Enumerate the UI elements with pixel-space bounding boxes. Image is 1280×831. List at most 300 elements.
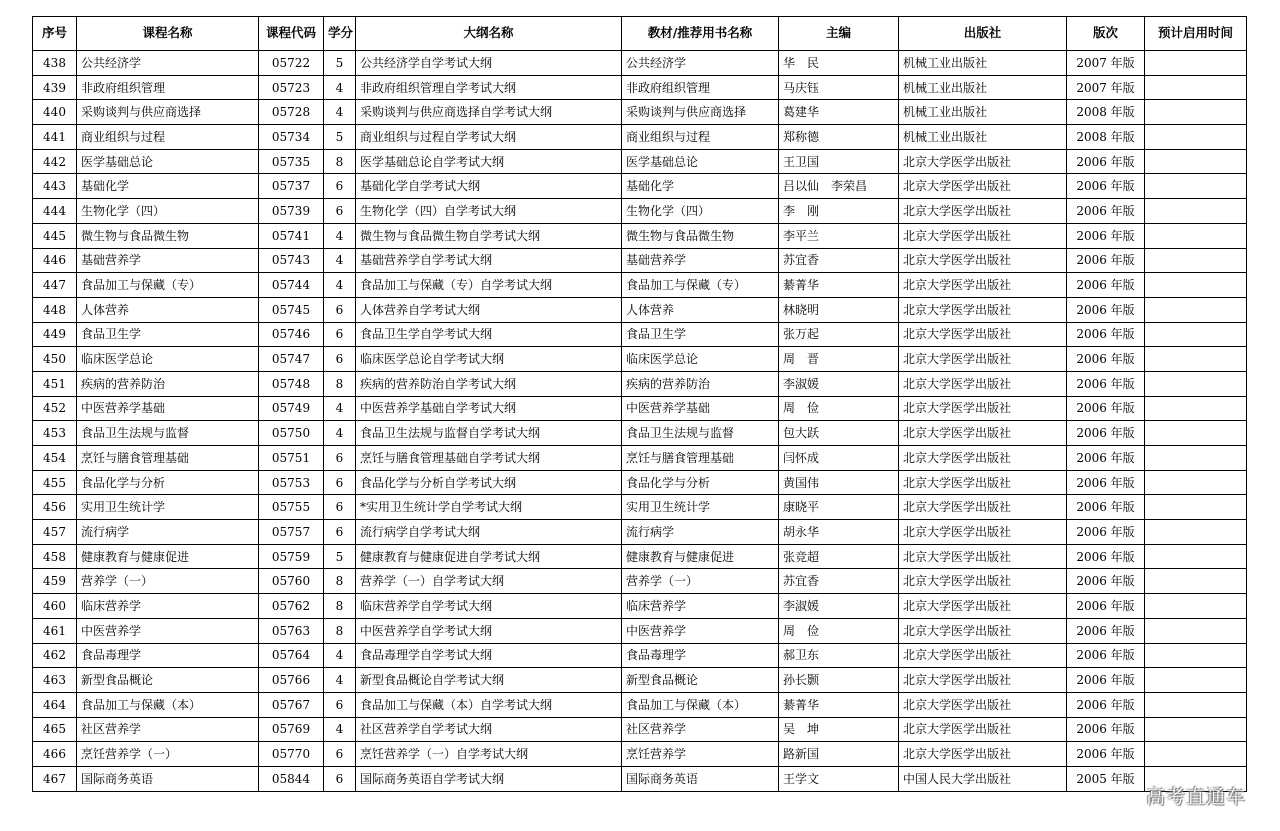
cell-start-time (1145, 75, 1247, 100)
cell-credits: 4 (324, 273, 356, 298)
cell-editor: 王学文 (779, 766, 899, 791)
table-row (33, 520, 1247, 545)
column-header: 大纲名称 (356, 17, 622, 51)
cell-editor: 路新国 (779, 742, 899, 767)
cell-publisher: 北京大学医学出版社 (899, 742, 1067, 767)
cell-course-name: 基础营养学 (77, 248, 259, 273)
cell-credits: 5 (324, 51, 356, 76)
table-row (33, 199, 1247, 224)
cell-serial: 459 (33, 569, 77, 594)
column-header: 主编 (779, 17, 899, 51)
table-row (33, 273, 1247, 298)
cell-course-code: 05753 (259, 470, 324, 495)
cell-editor: 綦菁华 (779, 692, 899, 717)
cell-syllabus-name: 烹饪与膳食管理基础自学考试大纲 (356, 446, 622, 471)
cell-publisher: 北京大学医学出版社 (899, 199, 1067, 224)
column-header: 课程名称 (77, 17, 259, 51)
cell-syllabus-name: 新型食品概论自学考试大纲 (356, 668, 622, 693)
cell-course-code: 05751 (259, 446, 324, 471)
cell-textbook-name: 采购谈判与供应商选择 (622, 100, 779, 125)
table-row (33, 569, 1247, 594)
cell-syllabus-name: 食品加工与保藏（专）自学考试大纲 (356, 273, 622, 298)
cell-editor: 华 民 (779, 51, 899, 76)
column-header: 预计启用时间 (1145, 17, 1247, 51)
cell-textbook-name: 烹饪与膳食管理基础 (622, 446, 779, 471)
cell-textbook-name: 食品化学与分析 (622, 470, 779, 495)
cell-editor: 孙长颢 (779, 668, 899, 693)
cell-edition: 2006 年版 (1067, 717, 1145, 742)
cell-edition: 2006 年版 (1067, 742, 1145, 767)
cell-course-code: 05763 (259, 618, 324, 643)
cell-course-name: 国际商务英语 (77, 766, 259, 791)
cell-course-name: 微生物与食品微生物 (77, 223, 259, 248)
cell-textbook-name: 生物化学（四） (622, 199, 779, 224)
cell-syllabus-name: 食品毒理学自学考试大纲 (356, 643, 622, 668)
cell-credits: 6 (324, 766, 356, 791)
cell-syllabus-name: 食品化学与分析自学考试大纲 (356, 470, 622, 495)
cell-serial: 451 (33, 371, 77, 396)
cell-course-name: 临床营养学 (77, 594, 259, 619)
cell-course-code: 05749 (259, 396, 324, 421)
cell-edition: 2006 年版 (1067, 273, 1145, 298)
cell-textbook-name: 公共经济学 (622, 51, 779, 76)
cell-textbook-name: 基础化学 (622, 174, 779, 199)
table-row (33, 223, 1247, 248)
cell-course-name: 食品化学与分析 (77, 470, 259, 495)
table-row (33, 643, 1247, 668)
cell-start-time (1145, 125, 1247, 150)
cell-course-code: 05769 (259, 717, 324, 742)
cell-publisher: 北京大学医学出版社 (899, 446, 1067, 471)
cell-credits: 6 (324, 520, 356, 545)
cell-textbook-name: 食品卫生法规与监督 (622, 421, 779, 446)
column-header: 课程代码 (259, 17, 324, 51)
cell-publisher: 机械工业出版社 (899, 125, 1067, 150)
cell-start-time (1145, 717, 1247, 742)
cell-course-name: 营养学（一） (77, 569, 259, 594)
cell-textbook-name: 基础营养学 (622, 248, 779, 273)
cell-credits: 6 (324, 495, 356, 520)
cell-publisher: 北京大学医学出版社 (899, 495, 1067, 520)
table-row (33, 594, 1247, 619)
cell-syllabus-name: 中医营养学基础自学考试大纲 (356, 396, 622, 421)
cell-publisher: 机械工业出版社 (899, 51, 1067, 76)
table-row (33, 766, 1247, 791)
cell-course-name: 新型食品概论 (77, 668, 259, 693)
cell-credits: 8 (324, 371, 356, 396)
cell-credits: 4 (324, 717, 356, 742)
cell-serial: 444 (33, 199, 77, 224)
cell-editor: 张竞超 (779, 544, 899, 569)
cell-credits: 6 (324, 297, 356, 322)
cell-edition: 2006 年版 (1067, 297, 1145, 322)
cell-start-time (1145, 199, 1247, 224)
cell-course-code: 05747 (259, 347, 324, 372)
cell-course-name: 社区营养学 (77, 717, 259, 742)
cell-syllabus-name: 临床医学总论自学考试大纲 (356, 347, 622, 372)
table-row (33, 618, 1247, 643)
cell-serial: 464 (33, 692, 77, 717)
cell-publisher: 北京大学医学出版社 (899, 371, 1067, 396)
cell-credits: 6 (324, 742, 356, 767)
cell-textbook-name: 中医营养学 (622, 618, 779, 643)
cell-edition: 2006 年版 (1067, 223, 1145, 248)
table-row (33, 297, 1247, 322)
cell-credits: 6 (324, 470, 356, 495)
table-row (33, 371, 1247, 396)
cell-publisher: 北京大学医学出版社 (899, 297, 1067, 322)
cell-textbook-name: 临床营养学 (622, 594, 779, 619)
cell-textbook-name: 微生物与食品微生物 (622, 223, 779, 248)
table-row (33, 742, 1247, 767)
cell-edition: 2006 年版 (1067, 470, 1145, 495)
cell-course-code: 05750 (259, 421, 324, 446)
column-header: 学分 (324, 17, 356, 51)
cell-syllabus-name: 基础营养学自学考试大纲 (356, 248, 622, 273)
cell-publisher: 机械工业出版社 (899, 100, 1067, 125)
cell-syllabus-name: 健康教育与健康促进自学考试大纲 (356, 544, 622, 569)
cell-credits: 8 (324, 594, 356, 619)
cell-editor: 苏宜香 (779, 569, 899, 594)
cell-course-name: 烹饪营养学（一） (77, 742, 259, 767)
cell-syllabus-name: 营养学（一）自学考试大纲 (356, 569, 622, 594)
cell-credits: 4 (324, 75, 356, 100)
cell-textbook-name: 烹饪营养学 (622, 742, 779, 767)
cell-course-name: 医学基础总论 (77, 149, 259, 174)
cell-course-name: 流行病学 (77, 520, 259, 545)
cell-course-code: 05722 (259, 51, 324, 76)
cell-syllabus-name: 食品加工与保藏（本）自学考试大纲 (356, 692, 622, 717)
cell-serial: 455 (33, 470, 77, 495)
cell-credits: 4 (324, 396, 356, 421)
cell-publisher: 北京大学医学出版社 (899, 223, 1067, 248)
cell-start-time (1145, 544, 1247, 569)
cell-credits: 5 (324, 125, 356, 150)
cell-edition: 2006 年版 (1067, 643, 1145, 668)
cell-serial: 462 (33, 643, 77, 668)
cell-start-time (1145, 569, 1247, 594)
cell-course-code: 05735 (259, 149, 324, 174)
cell-syllabus-name: 流行病学自学考试大纲 (356, 520, 622, 545)
cell-course-code: 05737 (259, 174, 324, 199)
cell-edition: 2007 年版 (1067, 51, 1145, 76)
cell-edition: 2007 年版 (1067, 75, 1145, 100)
cell-credits: 8 (324, 618, 356, 643)
cell-course-code: 05739 (259, 199, 324, 224)
cell-credits: 8 (324, 149, 356, 174)
cell-course-name: 食品加工与保藏（专） (77, 273, 259, 298)
cell-serial: 448 (33, 297, 77, 322)
cell-serial: 445 (33, 223, 77, 248)
cell-syllabus-name: *实用卫生统计学自学考试大纲 (356, 495, 622, 520)
table-row (33, 75, 1247, 100)
cell-course-name: 生物化学（四） (77, 199, 259, 224)
cell-textbook-name: 国际商务英语 (622, 766, 779, 791)
cell-serial: 467 (33, 766, 77, 791)
cell-edition: 2006 年版 (1067, 569, 1145, 594)
cell-course-name: 实用卫生统计学 (77, 495, 259, 520)
cell-editor: 包大跃 (779, 421, 899, 446)
cell-serial: 452 (33, 396, 77, 421)
cell-publisher: 北京大学医学出版社 (899, 618, 1067, 643)
table-row (33, 692, 1247, 717)
cell-edition: 2006 年版 (1067, 594, 1145, 619)
cell-edition: 2006 年版 (1067, 396, 1145, 421)
cell-start-time (1145, 618, 1247, 643)
table-row (33, 470, 1247, 495)
cell-serial: 446 (33, 248, 77, 273)
cell-textbook-name: 健康教育与健康促进 (622, 544, 779, 569)
cell-editor: 吕以仙 李荣昌 (779, 174, 899, 199)
table-row (33, 495, 1247, 520)
cell-publisher: 北京大学医学出版社 (899, 717, 1067, 742)
cell-course-name: 健康教育与健康促进 (77, 544, 259, 569)
cell-edition: 2006 年版 (1067, 668, 1145, 693)
cell-serial: 456 (33, 495, 77, 520)
cell-course-code: 05728 (259, 100, 324, 125)
cell-course-name: 人体营养 (77, 297, 259, 322)
cell-textbook-name: 食品加工与保藏（本） (622, 692, 779, 717)
cell-serial: 460 (33, 594, 77, 619)
cell-credits: 4 (324, 248, 356, 273)
cell-course-name: 临床医学总论 (77, 347, 259, 372)
cell-editor: 周 晋 (779, 347, 899, 372)
table-row (33, 125, 1247, 150)
cell-start-time (1145, 248, 1247, 273)
column-header: 教材/推荐用书名称 (622, 17, 779, 51)
cell-editor: 胡永华 (779, 520, 899, 545)
cell-course-code: 05757 (259, 520, 324, 545)
cell-publisher: 北京大学医学出版社 (899, 692, 1067, 717)
cell-course-code: 05770 (259, 742, 324, 767)
cell-editor: 康晓平 (779, 495, 899, 520)
cell-syllabus-name: 疾病的营养防治自学考试大纲 (356, 371, 622, 396)
cell-edition: 2006 年版 (1067, 149, 1145, 174)
cell-credits: 6 (324, 692, 356, 717)
cell-textbook-name: 非政府组织管理 (622, 75, 779, 100)
cell-start-time (1145, 668, 1247, 693)
cell-syllabus-name: 基础化学自学考试大纲 (356, 174, 622, 199)
cell-course-code: 05723 (259, 75, 324, 100)
cell-course-code: 05743 (259, 248, 324, 273)
cell-start-time (1145, 742, 1247, 767)
table-body (33, 51, 1247, 792)
cell-syllabus-name: 社区营养学自学考试大纲 (356, 717, 622, 742)
cell-serial: 463 (33, 668, 77, 693)
cell-editor: 李 刚 (779, 199, 899, 224)
cell-credits: 6 (324, 199, 356, 224)
cell-course-name: 商业组织与过程 (77, 125, 259, 150)
cell-serial: 466 (33, 742, 77, 767)
cell-textbook-name: 营养学（一） (622, 569, 779, 594)
cell-syllabus-name: 食品卫生法规与监督自学考试大纲 (356, 421, 622, 446)
cell-start-time (1145, 297, 1247, 322)
cell-start-time (1145, 643, 1247, 668)
cell-course-name: 中医营养学 (77, 618, 259, 643)
cell-edition: 2006 年版 (1067, 174, 1145, 199)
cell-serial: 449 (33, 322, 77, 347)
cell-editor: 李淑媛 (779, 594, 899, 619)
cell-edition: 2006 年版 (1067, 520, 1145, 545)
cell-editor: 黄国伟 (779, 470, 899, 495)
cell-start-time (1145, 223, 1247, 248)
cell-edition: 2008 年版 (1067, 100, 1145, 125)
cell-course-name: 疾病的营养防治 (77, 371, 259, 396)
cell-course-name: 采购谈判与供应商选择 (77, 100, 259, 125)
cell-publisher: 北京大学医学出版社 (899, 347, 1067, 372)
table-row (33, 100, 1247, 125)
cell-start-time (1145, 396, 1247, 421)
table-row (33, 248, 1247, 273)
cell-textbook-name: 食品卫生学 (622, 322, 779, 347)
cell-editor: 林晓明 (779, 297, 899, 322)
cell-publisher: 中国人民大学出版社 (899, 766, 1067, 791)
cell-publisher: 北京大学医学出版社 (899, 569, 1067, 594)
cell-syllabus-name: 医学基础总论自学考试大纲 (356, 149, 622, 174)
cell-serial: 439 (33, 75, 77, 100)
cell-publisher: 北京大学医学出版社 (899, 396, 1067, 421)
cell-start-time (1145, 446, 1247, 471)
cell-start-time (1145, 371, 1247, 396)
cell-syllabus-name: 生物化学（四）自学考试大纲 (356, 199, 622, 224)
cell-course-name: 非政府组织管理 (77, 75, 259, 100)
cell-start-time (1145, 273, 1247, 298)
cell-course-name: 食品卫生法规与监督 (77, 421, 259, 446)
cell-syllabus-name: 公共经济学自学考试大纲 (356, 51, 622, 76)
cell-editor: 张万起 (779, 322, 899, 347)
cell-course-code: 05741 (259, 223, 324, 248)
table-row (33, 446, 1247, 471)
cell-credits: 4 (324, 100, 356, 125)
cell-textbook-name: 人体营养 (622, 297, 779, 322)
cell-publisher: 北京大学医学出版社 (899, 520, 1067, 545)
cell-course-name: 食品加工与保藏（本） (77, 692, 259, 717)
cell-editor: 苏宜香 (779, 248, 899, 273)
cell-syllabus-name: 临床营养学自学考试大纲 (356, 594, 622, 619)
cell-course-name: 烹饪与膳食管理基础 (77, 446, 259, 471)
cell-course-code: 05764 (259, 643, 324, 668)
cell-textbook-name: 实用卫生统计学 (622, 495, 779, 520)
cell-edition: 2006 年版 (1067, 495, 1145, 520)
cell-syllabus-name: 微生物与食品微生物自学考试大纲 (356, 223, 622, 248)
cell-edition: 2006 年版 (1067, 322, 1145, 347)
cell-serial: 447 (33, 273, 77, 298)
cell-editor: 王卫国 (779, 149, 899, 174)
cell-course-code: 05766 (259, 668, 324, 693)
cell-course-name: 基础化学 (77, 174, 259, 199)
cell-course-code: 05767 (259, 692, 324, 717)
cell-start-time (1145, 347, 1247, 372)
cell-course-code: 05745 (259, 297, 324, 322)
table-row (33, 717, 1247, 742)
cell-edition: 2006 年版 (1067, 421, 1145, 446)
cell-start-time (1145, 470, 1247, 495)
cell-serial: 458 (33, 544, 77, 569)
cell-textbook-name: 疾病的营养防治 (622, 371, 779, 396)
cell-editor: 马庆钰 (779, 75, 899, 100)
cell-credits: 4 (324, 223, 356, 248)
cell-serial: 440 (33, 100, 77, 125)
table-row (33, 347, 1247, 372)
watermark-logo: 高考直通车 (1145, 786, 1246, 808)
cell-textbook-name: 医学基础总论 (622, 149, 779, 174)
cell-course-code: 05760 (259, 569, 324, 594)
cell-editor: 葛建华 (779, 100, 899, 125)
cell-syllabus-name: 商业组织与过程自学考试大纲 (356, 125, 622, 150)
course-table (32, 16, 1247, 792)
cell-syllabus-name: 人体营养自学考试大纲 (356, 297, 622, 322)
cell-editor: 綦菁华 (779, 273, 899, 298)
cell-editor: 李平兰 (779, 223, 899, 248)
cell-textbook-name: 社区营养学 (622, 717, 779, 742)
cell-start-time (1145, 100, 1247, 125)
cell-publisher: 北京大学医学出版社 (899, 322, 1067, 347)
cell-editor: 李淑媛 (779, 371, 899, 396)
cell-publisher: 北京大学医学出版社 (899, 248, 1067, 273)
cell-start-time (1145, 520, 1247, 545)
cell-publisher: 北京大学医学出版社 (899, 643, 1067, 668)
column-header: 序号 (33, 17, 77, 51)
cell-textbook-name: 流行病学 (622, 520, 779, 545)
table-row (33, 668, 1247, 693)
cell-edition: 2006 年版 (1067, 446, 1145, 471)
cell-textbook-name: 商业组织与过程 (622, 125, 779, 150)
cell-edition: 2006 年版 (1067, 199, 1145, 224)
cell-credits: 4 (324, 643, 356, 668)
cell-credits: 4 (324, 421, 356, 446)
table-row (33, 174, 1247, 199)
cell-course-code: 05748 (259, 371, 324, 396)
cell-syllabus-name: 国际商务英语自学考试大纲 (356, 766, 622, 791)
cell-edition: 2006 年版 (1067, 371, 1145, 396)
cell-start-time (1145, 322, 1247, 347)
table-row (33, 396, 1247, 421)
cell-syllabus-name: 采购谈判与供应商选择自学考试大纲 (356, 100, 622, 125)
cell-serial: 454 (33, 446, 77, 471)
cell-publisher: 北京大学医学出版社 (899, 174, 1067, 199)
cell-credits: 5 (324, 544, 356, 569)
cell-course-code: 05734 (259, 125, 324, 150)
cell-start-time (1145, 421, 1247, 446)
cell-course-code: 05844 (259, 766, 324, 791)
table-row (33, 149, 1247, 174)
cell-editor: 周 俭 (779, 396, 899, 421)
cell-edition: 2005 年版 (1067, 766, 1145, 791)
cell-course-code: 05744 (259, 273, 324, 298)
cell-start-time (1145, 692, 1247, 717)
cell-serial: 441 (33, 125, 77, 150)
cell-edition: 2008 年版 (1067, 125, 1145, 150)
cell-start-time (1145, 51, 1247, 76)
cell-credits: 6 (324, 174, 356, 199)
cell-publisher: 北京大学医学出版社 (899, 470, 1067, 495)
cell-publisher: 北京大学医学出版社 (899, 544, 1067, 569)
cell-serial: 450 (33, 347, 77, 372)
cell-edition: 2006 年版 (1067, 544, 1145, 569)
table-row (33, 544, 1247, 569)
cell-serial: 453 (33, 421, 77, 446)
cell-credits: 6 (324, 347, 356, 372)
cell-credits: 6 (324, 322, 356, 347)
cell-credits: 6 (324, 446, 356, 471)
cell-publisher: 北京大学医学出版社 (899, 273, 1067, 298)
cell-start-time (1145, 149, 1247, 174)
cell-publisher: 机械工业出版社 (899, 75, 1067, 100)
cell-course-code: 05759 (259, 544, 324, 569)
cell-start-time (1145, 174, 1247, 199)
cell-textbook-name: 食品加工与保藏（专） (622, 273, 779, 298)
cell-course-name: 中医营养学基础 (77, 396, 259, 421)
